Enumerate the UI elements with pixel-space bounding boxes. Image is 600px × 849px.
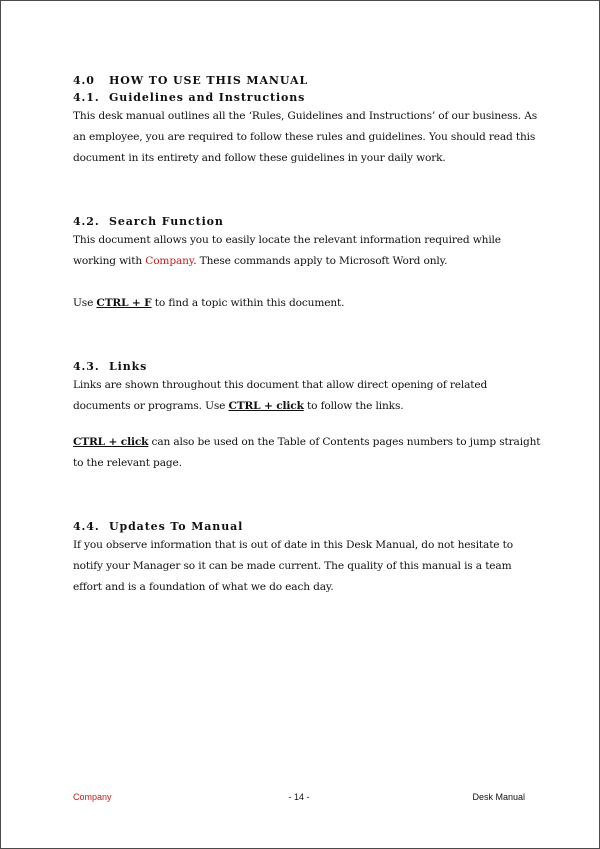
subsection-title: Search Function	[109, 215, 224, 228]
subsection-title: Updates To Manual	[109, 520, 244, 533]
text-line	[73, 396, 533, 417]
text-line: Links are shown throughout this document that allow direct opening of related	[73, 379, 488, 391]
subsection-title: Links	[109, 360, 148, 373]
shortcut-ctrl-click: CTRL + click	[73, 436, 149, 448]
subsection-number: 4.3.	[73, 360, 100, 373]
subsection-number: 4.2.	[73, 215, 100, 228]
section-number: 4.0	[73, 74, 95, 87]
text-line: document in its entirety and follow these guidelines in your daily work.	[73, 152, 446, 164]
subsection-title: Guidelines and Instructions	[109, 91, 306, 104]
subsection-heading-updates	[73, 518, 533, 535]
text-line: This document allows you to easily locate the relevant information required while	[73, 234, 501, 246]
shortcut-ctrl-f: CTRL + F	[96, 297, 152, 309]
shortcut-ctrl-click: CTRL + click	[228, 400, 304, 412]
section-heading	[73, 73, 533, 89]
footer-page-number: - 14 -	[288, 792, 310, 802]
text-line: an employee, you are required to follow these rules and guidelines. You should read this	[73, 131, 536, 143]
text-line: notify your Manager so it can be made current. The quality of this manual is a team	[73, 560, 512, 572]
text-fragment: to find a topic within this document.	[151, 297, 345, 309]
text-line: If you observe information that is out of date in this Desk Manual, do not hesitate to	[73, 539, 513, 551]
footer-company: Company	[73, 792, 112, 802]
text-line: to the relevant page.	[73, 457, 182, 469]
section-title: HOW TO USE THIS MANUAL	[109, 74, 309, 87]
text-line: effort and is a foundation of what we do each day.	[73, 581, 334, 593]
subsection-number: 4.4.	[73, 520, 100, 533]
text-line	[73, 251, 533, 272]
subsection-number: 4.1.	[73, 91, 100, 104]
paragraph-links	[73, 375, 533, 417]
paragraph-guidelines	[73, 106, 537, 169]
text-fragment: Use	[73, 297, 97, 309]
text-line	[73, 432, 541, 453]
page-footer	[73, 789, 525, 805]
text-fragment: documents or programs. Use	[73, 400, 229, 412]
page-content	[73, 73, 541, 598]
subsection-heading-search	[73, 213, 533, 230]
subsection-heading-links	[73, 358, 533, 375]
paragraph-updates	[73, 535, 533, 598]
text-fragment: working with	[73, 255, 146, 267]
paragraph-search-shortcut	[73, 293, 533, 314]
footer-document-title: Desk Manual	[472, 792, 525, 802]
paragraph-search	[73, 230, 533, 272]
text-fragment: to follow the links.	[303, 400, 404, 412]
text-line: This desk manual outlines all the ‘Rules, Guidelines and Instructions’ of our business. As	[73, 110, 537, 122]
paragraph-links-toc	[73, 432, 541, 474]
text-fragment: can also be used on the Table of Contents pages numbers to jump straight	[148, 436, 541, 448]
text-line	[73, 293, 533, 314]
text-fragment: . These commands apply to Microsoft Word only.	[193, 255, 448, 267]
subsection-heading-guidelines	[73, 89, 533, 106]
company-name: Company	[145, 255, 194, 267]
